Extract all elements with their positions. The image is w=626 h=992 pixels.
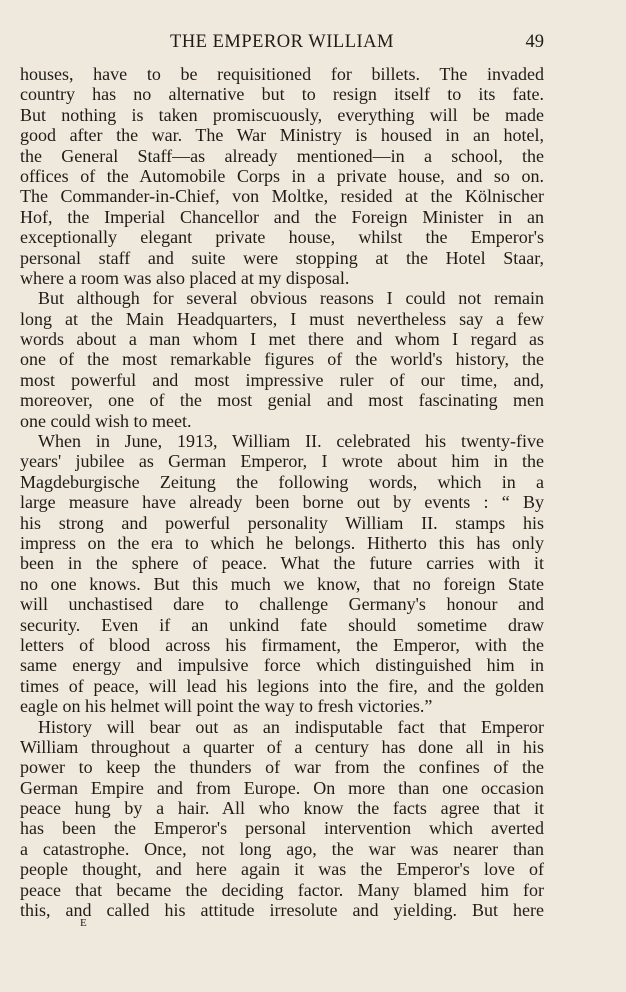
page-number: 49 xyxy=(525,32,544,52)
body-text xyxy=(20,64,544,920)
text-line: letters of blood across his firmament, the Emperor, with the xyxy=(20,634,544,655)
text-line: security. Even if an unkind fate should sometime draw xyxy=(20,614,544,635)
text-line: will unchastised dare to challenge Germany's honour and xyxy=(20,594,544,615)
text-line: peace hung by a hair. All who know the facts agree that it xyxy=(20,798,544,819)
text-line: this, and called his attitude irresolute and yielding. But here xyxy=(20,900,544,921)
text-line: times of peace, will lead his legions into the fire, and the golden xyxy=(20,675,544,696)
text-line: History will bear out as an indisputable fact that Emperor xyxy=(38,716,544,737)
text-line: exceptionally elegant private house, whilst the Emperor's xyxy=(20,227,544,248)
text-line: one could wish to meet. xyxy=(20,410,192,431)
text-line: years' jubilee as German Emperor, I wrote about him in the xyxy=(20,451,544,472)
text-line: eagle on his helmet will point the way to fresh victories.” xyxy=(20,696,433,717)
text-line: But although for several obvious reasons I could not remain xyxy=(38,288,544,309)
text-line: offices of the Automobile Corps in a private house, and so on. xyxy=(20,165,544,186)
text-line: moreover, one of the most genial and most fascinating men xyxy=(20,390,544,411)
text-line: William throughout a quarter of a century has done all in his xyxy=(20,736,544,757)
text-line: German Empire and from Europe. On more than one occasion xyxy=(20,777,544,798)
text-line: The Commander-in-Chief, von Moltke, resided at the Kölnischer xyxy=(20,186,544,207)
text-line: long at the Main Headquarters, I must nevertheless say a few xyxy=(20,308,544,329)
text-line: Magdeburgische Zeitung the following words, which in a xyxy=(20,471,544,492)
text-line: his strong and powerful personality William II. stamps his xyxy=(20,512,544,533)
text-line: has been the Emperor's personal intervention which averted xyxy=(20,818,544,839)
text-line: been in the sphere of peace. What the future carries with it xyxy=(20,553,544,574)
text-line: personal staff and suite were stopping at the Hotel Staar, xyxy=(20,247,544,268)
text-line: same energy and impulsive force which distinguished him in xyxy=(20,655,544,676)
text-line: good after the war. The War Ministry is housed in an hotel, xyxy=(20,125,544,146)
text-line: impress on the era to which he belongs. Hitherto this has only xyxy=(20,532,544,553)
text-line: one of the most remarkable figures of the world's history, the xyxy=(20,349,544,370)
text-line: where a room was also placed at my disposal. xyxy=(20,267,350,288)
text-line: But nothing is taken promiscuously, everything will be made xyxy=(20,104,544,125)
text-line: houses, have to be requisitioned for billets. The invaded xyxy=(20,64,544,84)
text-line: large measure have already been borne out by events : “ By xyxy=(20,492,544,513)
text-line: country has no alternative but to resign itself to its fate. xyxy=(20,84,544,105)
text-line: people thought, and here again it was the Emperor's love of xyxy=(20,859,544,880)
text-line: Hof, the Imperial Chancellor and the Foreign Minister in an xyxy=(20,206,544,227)
text-line: the General Staff—as already mentioned—in a school, the xyxy=(20,145,544,166)
text-line: words about a man whom I met there and whom I regard as xyxy=(20,329,544,350)
text-line: power to keep the thunders of war from the confines of the xyxy=(20,757,544,778)
text-line: most powerful and most impressive ruler of our time, and, xyxy=(20,369,544,390)
running-head: THE EMPEROR WILLIAM xyxy=(170,32,394,52)
text-line: peace that became the deciding factor. Many blamed him for xyxy=(20,879,544,900)
signature-mark: E xyxy=(80,917,88,929)
text-line: When in June, 1913, William II. celebrated his twenty-five xyxy=(38,431,544,452)
text-line: no one knows. But this much we know, that no foreign State xyxy=(20,573,544,594)
text-line: a catastrophe. Once, not long ago, the war was nearer than xyxy=(20,838,544,859)
